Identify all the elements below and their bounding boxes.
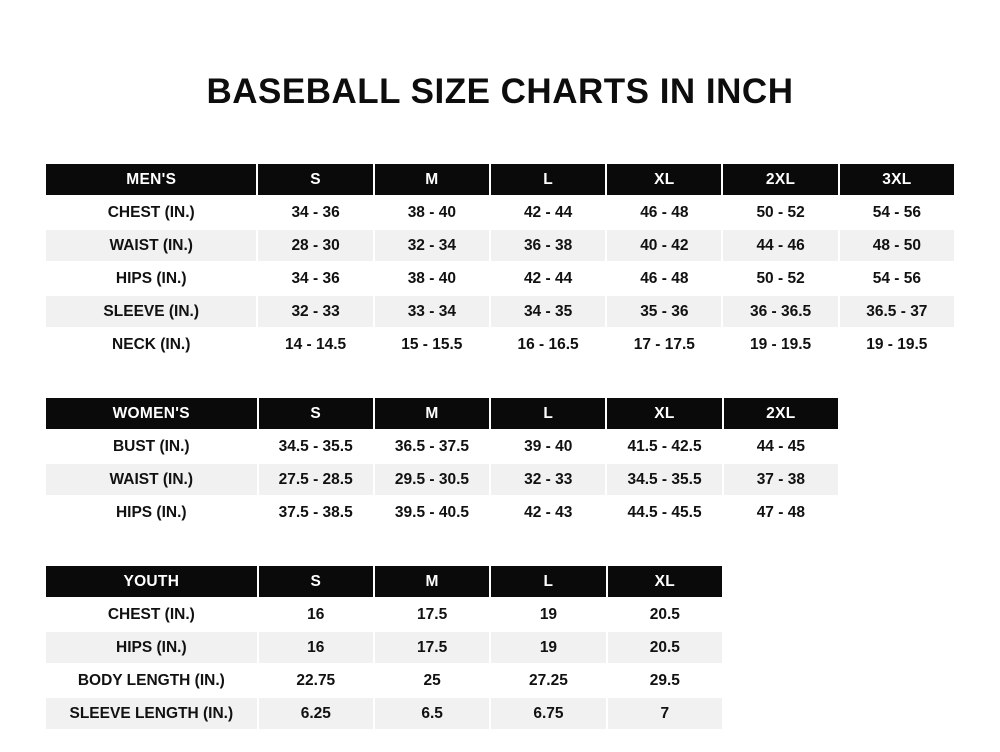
row-label: NECK (IN.) (45, 328, 257, 361)
row-label: SLEEVE LENGTH (IN.) (45, 697, 258, 730)
column-header: L (490, 565, 606, 598)
table-cell: 34.5 - 35.5 (258, 430, 374, 463)
table-row (45, 664, 723, 697)
table-row (45, 430, 839, 463)
table-cell: 37.5 - 38.5 (258, 496, 374, 529)
table-row (45, 328, 955, 361)
column-header: M (374, 397, 490, 430)
table-cell: 17.5 (374, 598, 490, 631)
column-header: S (257, 163, 373, 196)
table-cell: 37 - 38 (723, 463, 839, 496)
table-cell: 28 - 30 (257, 229, 373, 262)
row-label: HIPS (IN.) (45, 262, 257, 295)
table-cell: 6.5 (374, 697, 490, 730)
column-header: XL (606, 397, 722, 430)
table-cell: 29.5 (607, 664, 723, 697)
table-cell: 22.75 (258, 664, 374, 697)
table-cell: 36.5 - 37.5 (374, 430, 490, 463)
table-cell: 19 - 19.5 (722, 328, 838, 361)
column-header: S (258, 565, 374, 598)
table-cell: 38 - 40 (374, 262, 490, 295)
column-header: XL (607, 565, 723, 598)
column-header: S (258, 397, 374, 430)
row-label: CHEST (IN.) (45, 196, 257, 229)
table-row (45, 496, 839, 529)
womens-size-table (44, 396, 840, 530)
table-cell: 44 - 45 (723, 430, 839, 463)
row-label: BODY LENGTH (IN.) (45, 664, 258, 697)
table-row (45, 598, 723, 631)
table-row (45, 697, 723, 730)
table-header-row (45, 565, 723, 598)
table-row (45, 631, 723, 664)
table-cell: 19 (490, 631, 606, 664)
column-header: XL (606, 163, 722, 196)
table-cell: 36 - 38 (490, 229, 606, 262)
page-title: BASEBALL SIZE CHARTS IN INCH (206, 72, 794, 111)
mens-size-table-block (44, 162, 956, 362)
table-header-row (45, 397, 839, 430)
youth-size-table-block (44, 564, 956, 731)
table-cell: 36 - 36.5 (722, 295, 838, 328)
row-label: WAIST (IN.) (45, 229, 257, 262)
table-cell: 7 (607, 697, 723, 730)
table-cell: 15 - 15.5 (374, 328, 490, 361)
table-row (45, 196, 955, 229)
table-cell: 16 (258, 631, 374, 664)
table-cell: 50 - 52 (722, 196, 838, 229)
table-header-row (45, 163, 955, 196)
table-cell: 33 - 34 (374, 295, 490, 328)
table-cell: 29.5 - 30.5 (374, 463, 490, 496)
row-label: HIPS (IN.) (45, 496, 258, 529)
table-cell: 17.5 (374, 631, 490, 664)
table-cell: 50 - 52 (722, 262, 838, 295)
column-header: L (490, 397, 606, 430)
table-cell: 32 - 33 (490, 463, 606, 496)
column-header: MEN'S (45, 163, 257, 196)
table-cell: 40 - 42 (606, 229, 722, 262)
table-cell: 42 - 44 (490, 262, 606, 295)
table-cell: 16 - 16.5 (490, 328, 606, 361)
table-cell: 16 (258, 598, 374, 631)
column-header: 2XL (722, 163, 838, 196)
table-row (45, 463, 839, 496)
row-label: HIPS (IN.) (45, 631, 258, 664)
table-cell: 47 - 48 (723, 496, 839, 529)
table-cell: 39 - 40 (490, 430, 606, 463)
table-cell: 32 - 33 (257, 295, 373, 328)
table-cell: 35 - 36 (606, 295, 722, 328)
womens-size-table-block (44, 396, 956, 530)
column-header: 2XL (723, 397, 839, 430)
table-cell: 42 - 43 (490, 496, 606, 529)
table-cell: 36.5 - 37 (839, 295, 955, 328)
table-cell: 34 - 36 (257, 196, 373, 229)
table-cell: 44 - 46 (722, 229, 838, 262)
table-cell: 41.5 - 42.5 (606, 430, 722, 463)
row-label: SLEEVE (IN.) (45, 295, 257, 328)
table-cell: 42 - 44 (490, 196, 606, 229)
table-cell: 38 - 40 (374, 196, 490, 229)
size-tables-container (0, 162, 1000, 731)
column-header: YOUTH (45, 565, 258, 598)
table-cell: 19 - 19.5 (839, 328, 955, 361)
table-cell: 14 - 14.5 (257, 328, 373, 361)
table-cell: 46 - 48 (606, 196, 722, 229)
table-cell: 20.5 (607, 598, 723, 631)
row-label: BUST (IN.) (45, 430, 258, 463)
table-cell: 6.75 (490, 697, 606, 730)
table-cell: 34 - 36 (257, 262, 373, 295)
table-cell: 46 - 48 (606, 262, 722, 295)
table-cell: 19 (490, 598, 606, 631)
table-cell: 17 - 17.5 (606, 328, 722, 361)
table-cell: 54 - 56 (839, 196, 955, 229)
table-cell: 27.25 (490, 664, 606, 697)
table-row (45, 295, 955, 328)
mens-size-table (44, 162, 956, 362)
table-row (45, 229, 955, 262)
column-header: WOMEN'S (45, 397, 258, 430)
table-cell: 25 (374, 664, 490, 697)
table-cell: 44.5 - 45.5 (606, 496, 722, 529)
table-cell: 34.5 - 35.5 (606, 463, 722, 496)
table-cell: 54 - 56 (839, 262, 955, 295)
table-cell: 6.25 (258, 697, 374, 730)
table-cell: 39.5 - 40.5 (374, 496, 490, 529)
column-header: M (374, 565, 490, 598)
column-header: 3XL (839, 163, 955, 196)
column-header: M (374, 163, 490, 196)
column-header: L (490, 163, 606, 196)
table-cell: 20.5 (607, 631, 723, 664)
row-label: CHEST (IN.) (45, 598, 258, 631)
table-cell: 34 - 35 (490, 295, 606, 328)
table-cell: 32 - 34 (374, 229, 490, 262)
table-cell: 27.5 - 28.5 (258, 463, 374, 496)
row-label: WAIST (IN.) (45, 463, 258, 496)
table-cell: 48 - 50 (839, 229, 955, 262)
table-row (45, 262, 955, 295)
youth-size-table (44, 564, 724, 731)
